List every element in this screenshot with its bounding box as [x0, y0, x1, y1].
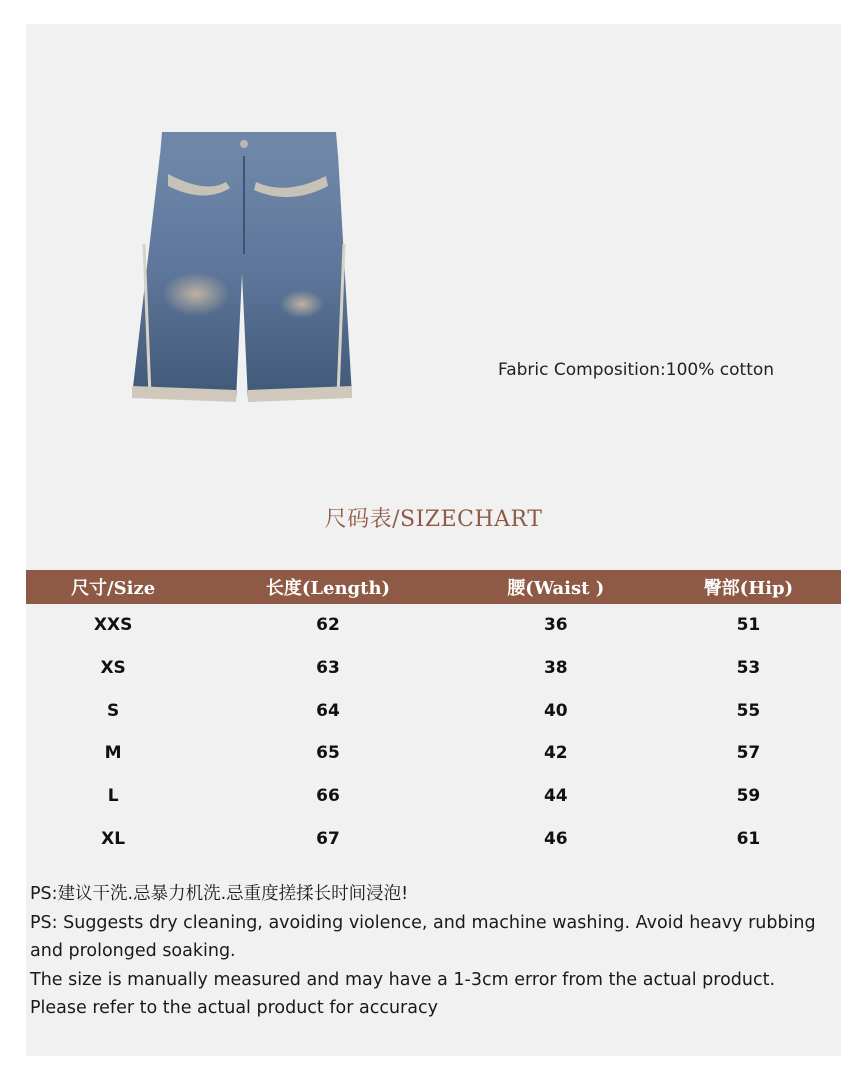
- cell-length: 63: [316, 658, 340, 679]
- cell-waist: 46: [543, 828, 568, 849]
- care-notes: [30, 880, 830, 1023]
- cell-hip: 57: [736, 743, 761, 764]
- cell-size: XS: [100, 658, 126, 679]
- cell-waist: 40: [543, 700, 568, 721]
- cell-size: L: [107, 786, 119, 807]
- cell-length: 65: [316, 743, 340, 764]
- header-size: 尺寸/Size: [26, 570, 200, 604]
- header-hip: 臀部(Hip): [656, 570, 841, 604]
- cell-length: 67: [316, 828, 340, 849]
- cell-waist: 44: [543, 786, 568, 807]
- cell-length: 62: [316, 615, 340, 636]
- table-row: [26, 647, 841, 690]
- size-chart-title: 尺码表/SIZECHART: [324, 507, 543, 532]
- cell-waist: 36: [543, 615, 568, 636]
- table-header-row: [26, 570, 841, 604]
- header-length: 长度(Length): [200, 570, 455, 604]
- cell-hip: 51: [736, 615, 761, 636]
- cell-hip: 59: [736, 786, 761, 807]
- cell-size: XL: [101, 828, 126, 849]
- denim-shorts-image: [126, 124, 356, 414]
- product-panel: [26, 24, 841, 1056]
- cell-hip: 55: [736, 700, 761, 721]
- table-row: [26, 817, 841, 860]
- cell-size: XXS: [93, 615, 133, 636]
- cell-hip: 61: [736, 828, 761, 849]
- cell-waist: 42: [543, 743, 568, 764]
- fabric-composition: Fabric Composition:100% cotton: [498, 360, 775, 380]
- table-row: [26, 604, 841, 647]
- table-row: [26, 775, 841, 818]
- size-chart-table: [26, 570, 841, 860]
- cell-hip: 53: [736, 658, 761, 679]
- cell-size: S: [106, 700, 120, 721]
- cell-size: M: [104, 743, 122, 764]
- cell-waist: 38: [543, 658, 568, 679]
- table-row: [26, 689, 841, 732]
- size-disclaimer: The size is manually measured and may have a 1-3cm error from the actual product. Please refer to the actual product for accuracy: [30, 969, 776, 1018]
- cell-length: 64: [316, 700, 340, 721]
- header-waist: 腰(Waist ): [456, 570, 656, 604]
- care-note-english: PS: Suggests dry cleaning, avoiding violence, and machine washing. Avoid heavy rubbing and prolonged soaking.: [30, 912, 816, 961]
- care-note-chinese: PS:建议干洗.忌暴力机洗.忌重度搓揉长时间浸泡!: [30, 884, 409, 904]
- table-row: [26, 732, 841, 775]
- cell-length: 66: [316, 786, 340, 807]
